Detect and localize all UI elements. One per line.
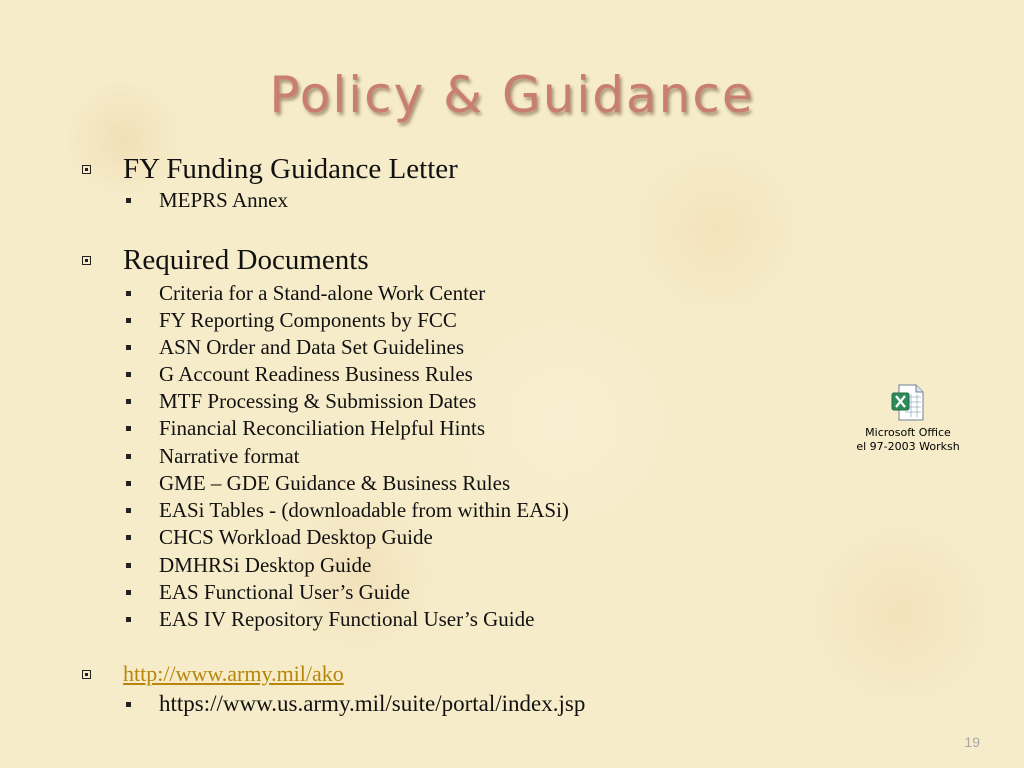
small-square-bullet-icon: [126, 702, 159, 707]
sub-bullet-text: Criteria for a Stand-alone Work Center: [159, 280, 486, 305]
sub-bullet-item: [126, 553, 371, 577]
bullet-text: FY Funding Guidance Letter: [123, 152, 458, 185]
square-bullet-icon: [82, 165, 123, 174]
small-square-bullet-icon: [126, 399, 159, 404]
bullet-funding-guidance: [82, 152, 458, 186]
small-square-bullet-icon: [126, 590, 159, 595]
sub-bullet-text: MTF Processing & Submission Dates: [159, 388, 477, 413]
small-square-bullet-icon: [126, 345, 159, 350]
excel-worksheet-icon: [891, 384, 925, 422]
sub-bullet-item: [126, 525, 433, 549]
small-square-bullet-icon: [126, 426, 159, 431]
sub-bullet-text: ASN Order and Data Set Guidelines: [159, 334, 465, 359]
sub-bullet-text: Narrative format: [159, 443, 300, 468]
slide-title: Policy & Guidance: [269, 66, 755, 124]
small-square-bullet-icon: [126, 535, 159, 540]
small-square-bullet-icon: [126, 508, 159, 513]
small-square-bullet-icon: [126, 318, 159, 323]
bullet-required-documents: [82, 243, 369, 277]
small-square-bullet-icon: [126, 563, 159, 568]
sub-bullet-item: [126, 580, 410, 604]
sub-bullet-text: https://www.us.army.mil/suite/portal/index.jsp: [159, 691, 586, 716]
sub-bullet-item: [126, 416, 485, 440]
embedded-object-label-line2: el 97-2003 Worksh: [856, 440, 960, 453]
sub-bullet-text: FY Reporting Components by FCC: [159, 307, 457, 332]
sub-bullet-item: [126, 389, 476, 413]
sub-bullet-text: G Account Readiness Business Rules: [159, 361, 473, 386]
sub-bullet-item: [126, 308, 457, 332]
sub-bullet-item: [126, 471, 510, 495]
sub-bullet-text: EASi Tables - (downloadable from within EASi): [159, 497, 569, 522]
square-bullet-icon: [82, 670, 123, 679]
bullet-ako-link: [82, 660, 344, 688]
sub-bullet-text: Financial Reconciliation Helpful Hints: [159, 415, 486, 440]
embedded-excel-object[interactable]: [846, 384, 970, 454]
square-bullet-icon: [82, 256, 123, 265]
sub-bullet-item: [126, 188, 288, 212]
small-square-bullet-icon: [126, 291, 159, 296]
ako-link[interactable]: http://www.army.mil/ako: [123, 661, 344, 686]
small-square-bullet-icon: [126, 481, 159, 486]
embedded-object-label-line1: Microsoft Office: [865, 426, 951, 439]
small-square-bullet-icon: [126, 617, 159, 622]
sub-bullet-text: DMHRSi Desktop Guide: [159, 552, 372, 577]
sub-bullet-text: MEPRS Annex: [159, 187, 288, 212]
small-square-bullet-icon: [126, 454, 159, 459]
sub-bullet-item: [126, 362, 473, 386]
sub-bullet-text: EAS IV Repository Functional User’s Guide: [159, 606, 535, 631]
sub-bullet-item: [126, 607, 534, 631]
sub-bullet-text: CHCS Workload Desktop Guide: [159, 524, 433, 549]
small-square-bullet-icon: [126, 198, 159, 203]
sub-bullet-item: [126, 691, 585, 717]
sub-bullet-item: [126, 335, 464, 359]
sub-bullet-text: GME – GDE Guidance & Business Rules: [159, 470, 511, 495]
bullet-text: Required Documents: [123, 243, 369, 276]
sub-bullet-item: [126, 498, 569, 522]
slide-number: 19: [964, 734, 980, 750]
small-square-bullet-icon: [126, 372, 159, 377]
sub-bullet-text: EAS Functional User’s Guide: [159, 579, 411, 604]
sub-bullet-item: [126, 444, 300, 468]
sub-bullet-item: [126, 281, 485, 305]
